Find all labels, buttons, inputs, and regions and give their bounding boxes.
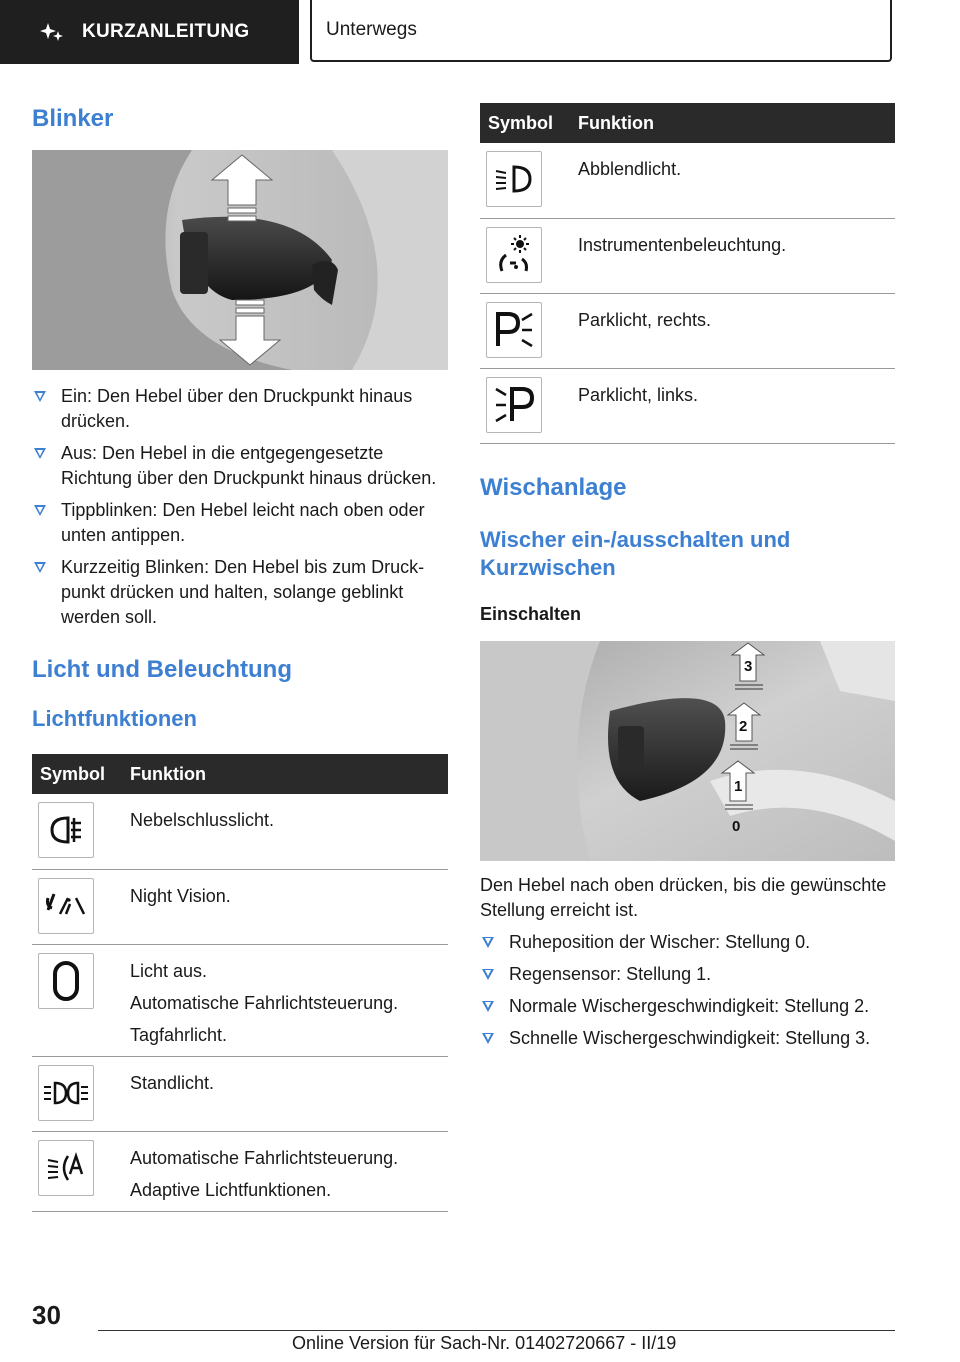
triangle-bullet-icon — [482, 937, 494, 948]
instrument-lighting-icon — [486, 227, 542, 283]
list-item: Tippblinken: Den Hebel leicht nach oben oder unten antippen. — [32, 498, 448, 548]
wischanlage-subtitle: Wischer ein-/ausschalten und Kurzwischen — [480, 526, 791, 580]
table-row: Automatische Fahrlichtsteuerung. Adaptive Lichtfunktionen. — [32, 1131, 448, 1211]
einschalten-heading: Einschalten — [480, 603, 582, 624]
auto-headlight-icon — [38, 1140, 94, 1196]
wiper-intro-text: Den Hebel nach oben drücken, bis die gewünschte Stellung erreicht ist. — [480, 874, 887, 920]
table-row: Night Vision. — [32, 869, 448, 944]
sparkle-icon — [40, 19, 66, 45]
triangle-bullet-icon — [34, 562, 46, 573]
licht-title: Licht und Beleuchtung — [32, 656, 292, 683]
light-symbol-table-continued — [480, 103, 895, 444]
list-item: Regensensor: Stellung 1. — [480, 962, 895, 987]
list-item: Ein: Den Hebel über den Druckpunkt hinaus drücken. — [32, 384, 448, 434]
low-beam-icon — [486, 151, 542, 207]
table-row: Parklicht, links. — [480, 368, 895, 443]
wischanlage-title: Wischanlage — [480, 473, 627, 501]
function-column-header: Funktion — [122, 754, 448, 794]
list-item: Schnelle Wischergeschwindigkeit: Stellung 3. — [480, 1026, 895, 1051]
triangle-bullet-icon — [482, 1033, 494, 1044]
side-light-icon — [38, 1065, 94, 1121]
symbol-column-header: Symbol — [32, 754, 122, 794]
header-section-label: Unterwegs — [326, 19, 417, 40]
triangle-bullet-icon — [482, 1001, 494, 1012]
table-row: Instrumentenbeleuchtung. — [480, 218, 895, 293]
header-tab-label: KURZANLEITUNG — [82, 21, 250, 42]
table-row: Abblendlicht. — [480, 143, 895, 218]
list-item: Normale Wischergeschwindigkeit: Stellung 2. — [480, 994, 895, 1019]
footer-divider — [98, 1330, 895, 1331]
table-row: Standlicht. — [32, 1056, 448, 1131]
fog-rear-light-icon — [38, 802, 94, 858]
table-row: Nebelschlusslicht. — [32, 794, 448, 869]
function-column-header: Funktion — [570, 103, 895, 143]
triangle-bullet-icon — [34, 391, 46, 402]
light-symbol-table — [32, 754, 448, 1212]
position-label-1: 1 — [734, 777, 743, 795]
left-column — [32, 100, 448, 1212]
list-item: Aus: Den Hebel in die entgegengesetzte Richtung über den Druckpunkt hinaus drücken. — [32, 441, 448, 491]
position-label-2: 2 — [739, 717, 748, 735]
parking-light-right-icon — [486, 302, 542, 358]
triangle-bullet-icon — [34, 448, 46, 459]
list-item: Kurzzeitig Blinken: Den Hebel bis zum Druckpunkt drücken und halten, solange geblinkt werden soll. — [32, 555, 448, 630]
footer-online-version: Online Version für Sach-Nr. 01402720667 - II/19 — [292, 1333, 677, 1353]
right-column — [480, 103, 895, 1058]
night-vision-icon — [38, 878, 94, 934]
wiper-bullet-list — [480, 930, 895, 1051]
position-label-3: 3 — [744, 657, 753, 675]
blinker-lever-image — [32, 150, 448, 370]
list-item: Ruheposition der Wischer: Stellung 0. — [480, 930, 895, 955]
parking-light-left-icon — [486, 377, 542, 433]
table-row: Licht aus. Automatische Fahrlichtsteuerung. Tagfahrlicht. — [32, 944, 448, 1056]
symbol-column-header: Symbol — [480, 103, 570, 143]
triangle-bullet-icon — [482, 969, 494, 980]
header-section — [310, 0, 892, 62]
blinker-title: Blinker — [32, 105, 114, 132]
blinker-bullet-list — [32, 384, 448, 630]
page-number: 30 — [32, 1300, 61, 1330]
wiper-lever-image — [480, 641, 895, 861]
table-row: Parklicht, rechts. — [480, 293, 895, 368]
light-off-zero-icon — [38, 953, 94, 1009]
header-tab-kurzanleitung[interactable] — [0, 0, 299, 64]
triangle-bullet-icon — [34, 505, 46, 516]
position-label-0: 0 — [732, 817, 741, 835]
licht-subtitle: Lichtfunktionen — [32, 706, 197, 731]
